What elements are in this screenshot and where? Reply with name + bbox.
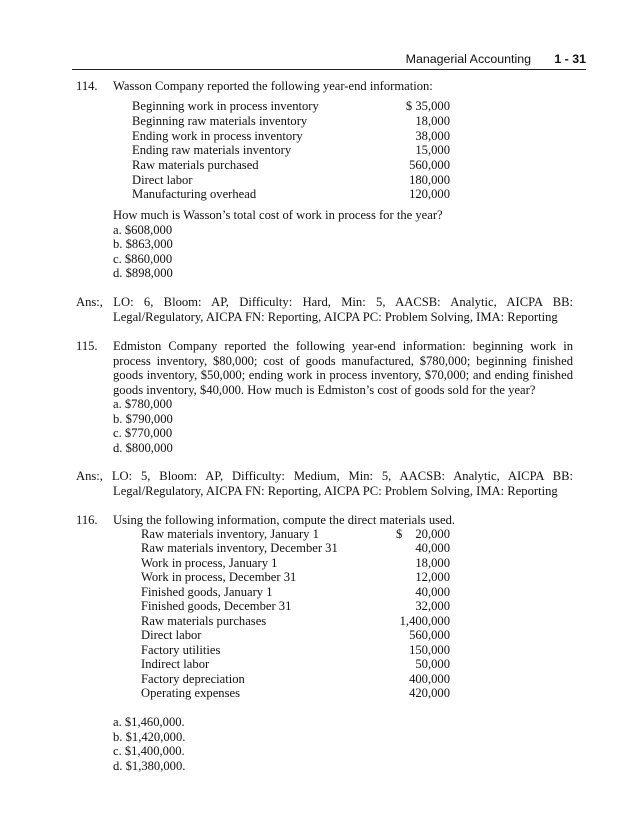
question-stem-line: process inventory, $80,000; cost of goods manufactured, $780,000; beginning finished <box>113 354 573 368</box>
table-row-value: 20,000 <box>415 527 450 541</box>
question-stem: Wasson Company reported the following year-end information: <box>113 79 433 93</box>
table-row-value: 40,000 <box>415 585 450 599</box>
table-row-label: Raw materials inventory, December 31 <box>141 541 338 555</box>
question-number: 115. <box>76 339 98 353</box>
table-row-value: 12,000 <box>415 570 450 584</box>
answer-choice: b. $863,000 <box>113 237 173 251</box>
table-row-value: 32,000 <box>415 599 450 613</box>
answer-choice: d. $800,000 <box>113 441 173 455</box>
answer-choice: a. $1,460,000. <box>113 715 185 729</box>
table-row-value: $ 35,000 <box>405 99 450 113</box>
answer-choice: a. $608,000 <box>113 223 173 237</box>
table-row-label: Factory depreciation <box>141 672 245 686</box>
table-row-value: 180,000 <box>409 173 450 187</box>
table-row-value: 560,000 <box>409 158 450 172</box>
answer-metadata: Ans:, LO: 5, Bloom: AP, Difficulty: Medium, Min: 5, AACSB: Analytic, AICPA BB: <box>76 469 573 483</box>
answer-choice: c. $770,000 <box>113 426 173 440</box>
header-rule <box>72 69 586 70</box>
table-row-label: Finished goods, January 1 <box>141 585 273 599</box>
table-row-label: Beginning raw materials inventory <box>132 114 308 128</box>
question-stem: Using the following information, compute the direct materials used. <box>113 513 456 527</box>
table-row-value: 18,000 <box>415 556 450 570</box>
answer-metadata: Ans:, LO: 6, Bloom: AP, Difficulty: Hard, Min: 5, AACSB: Analytic, AICPA BB: <box>76 295 573 309</box>
table-row-label: Direct labor <box>132 173 193 187</box>
table-row-label: Operating expenses <box>141 686 240 700</box>
table-row-value: 18,000 <box>415 114 450 128</box>
answer-choice: d. $898,000 <box>113 266 173 280</box>
table-row-label: Work in process, January 1 <box>141 556 278 570</box>
table-row-label: Factory utilities <box>141 643 221 657</box>
answer-metadata: Legal/Regulatory, AICPA FN: Reporting, AICPA PC: Problem Solving, IMA: Reporting <box>113 484 558 498</box>
table-row-value: 420,000 <box>409 686 450 700</box>
table-row-value: 40,000 <box>415 541 450 555</box>
question-stem-line: Edmiston Company reported the following year-end information: beginning work in <box>113 339 573 353</box>
table-row-label: Indirect labor <box>141 657 210 671</box>
question-number: 114. <box>76 79 98 93</box>
question-text: How much is Wasson’s total cost of work in process for the year? <box>113 208 443 222</box>
answer-metadata: Legal/Regulatory, AICPA FN: Reporting, AICPA PC: Problem Solving, IMA: Reporting <box>113 310 558 324</box>
answer-choice: b. $1,420,000. <box>113 730 186 744</box>
page-number: 1 - 31 <box>554 52 586 66</box>
table-row-label: Raw materials purchases <box>141 614 267 628</box>
table-row-label: Raw materials inventory, January 1 <box>141 527 319 541</box>
table-row-value: 38,000 <box>415 129 450 143</box>
table-row-value: 15,000 <box>415 143 450 157</box>
question-stem-line: goods inventory, $40,000. How much is Edmiston’s cost of goods sold for the year? <box>113 383 536 397</box>
table-row-label: Beginning work in process inventory <box>132 99 319 113</box>
table-row-value: 1,400,000 <box>399 614 450 628</box>
answer-choice: a. $780,000 <box>113 397 173 411</box>
answer-choice: d. $1,380,000. <box>113 759 186 773</box>
table-row-value: 50,000 <box>415 657 450 671</box>
table-row-label: Ending work in process inventory <box>132 129 303 143</box>
table-row-value: 120,000 <box>409 187 450 201</box>
question-stem-line: goods inventory, $50,000; ending work in process inventory, $70,000; and ending finished <box>113 368 573 382</box>
table-row-value: 560,000 <box>409 628 450 642</box>
dollar-sign: $ <box>396 527 403 541</box>
table-row-label: Manufacturing overhead <box>132 187 257 201</box>
page-header <box>0 52 638 72</box>
table-row-label: Raw materials purchased <box>132 158 259 172</box>
table-row-value: 150,000 <box>409 643 450 657</box>
table-row-label: Ending raw materials inventory <box>132 143 292 157</box>
answer-choice: c. $1,400,000. <box>113 744 185 758</box>
table-row-label: Work in process, December 31 <box>141 570 297 584</box>
table-row-label: Direct labor <box>141 628 202 642</box>
header-title: Managerial Accounting <box>405 52 531 66</box>
table-row-label: Finished goods, December 31 <box>141 599 292 613</box>
table-row-value: 400,000 <box>409 672 450 686</box>
question-number: 116. <box>76 513 98 527</box>
answer-choice: c. $860,000 <box>113 252 173 266</box>
answer-choice: b. $790,000 <box>113 412 173 426</box>
